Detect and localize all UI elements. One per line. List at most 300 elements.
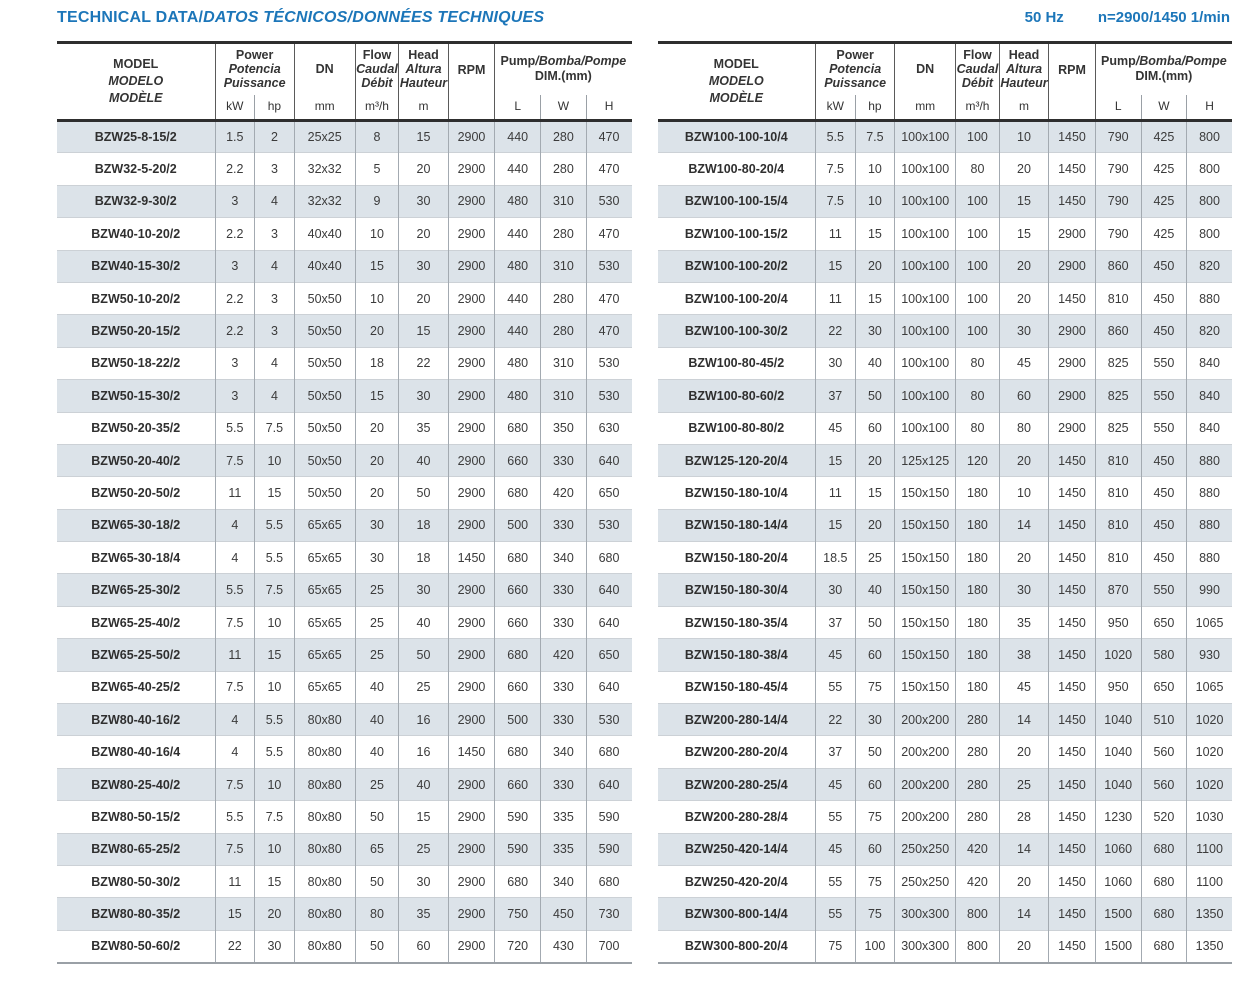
col-header-power [215, 43, 294, 95]
col-header-dn: DN [895, 43, 956, 95]
value-cell: 10 [355, 218, 399, 250]
value-cell: 3 [215, 347, 255, 379]
value-cell: 450 [541, 898, 586, 930]
value-cell: 790 [1095, 218, 1141, 250]
value-cell: 150x150 [895, 606, 956, 638]
value-cell: 100x100 [895, 315, 956, 347]
value-cell: 40 [355, 671, 399, 703]
value-cell: 22 [399, 347, 448, 379]
value-cell: 30 [999, 315, 1048, 347]
value-cell: 50 [399, 477, 448, 509]
unit-hp: hp [855, 95, 895, 121]
value-cell: 80 [956, 153, 1000, 185]
value-cell: 32x32 [294, 185, 355, 217]
model-cell: BZW40-10-20/2 [57, 218, 215, 250]
model-cell: BZW50-20-40/2 [57, 444, 215, 476]
value-cell: 100x100 [895, 412, 956, 444]
value-cell: 120 [956, 444, 1000, 476]
value-cell: 825 [1095, 347, 1141, 379]
model-cell: BZW300-800-20/4 [658, 930, 816, 962]
value-cell: 2.2 [215, 218, 255, 250]
value-cell: 2900 [448, 121, 495, 153]
model-cell: BZW65-30-18/2 [57, 509, 215, 541]
value-cell: 25 [355, 639, 399, 671]
value-cell: 2900 [1049, 412, 1096, 444]
value-cell: 2900 [448, 574, 495, 606]
value-cell: 480 [495, 250, 541, 282]
value-cell: 530 [586, 509, 631, 541]
value-cell: 20 [999, 282, 1048, 314]
value-cell: 20 [999, 444, 1048, 476]
value-cell: 470 [586, 153, 631, 185]
value-cell: 200x200 [895, 736, 956, 768]
model-cell: BZW100-80-60/2 [658, 380, 816, 412]
value-cell: 310 [541, 185, 586, 217]
value-cell: 480 [495, 380, 541, 412]
value-cell: 280 [956, 801, 1000, 833]
value-cell: 1450 [1049, 574, 1096, 606]
value-cell: 3 [255, 153, 295, 185]
model-cell: BZW100-100-15/4 [658, 185, 816, 217]
value-cell: 10 [255, 606, 295, 638]
value-cell: 550 [1141, 412, 1186, 444]
value-cell: 2900 [448, 412, 495, 444]
value-cell: 730 [586, 898, 631, 930]
value-cell: 15 [999, 218, 1048, 250]
value-cell: 3 [255, 315, 295, 347]
value-cell: 440 [495, 282, 541, 314]
value-cell: 1450 [1049, 153, 1096, 185]
value-cell: 800 [1187, 185, 1232, 217]
table-row [57, 509, 632, 541]
power-label-en: Power [836, 48, 874, 63]
col-header-rpm: RPM [448, 43, 495, 121]
value-cell: 1060 [1095, 865, 1141, 897]
value-cell: 10 [999, 477, 1048, 509]
table-row [658, 704, 1233, 736]
value-cell: 1450 [1049, 930, 1096, 962]
value-cell: 150x150 [895, 671, 956, 703]
table-row [658, 639, 1233, 671]
value-cell: 840 [1187, 347, 1232, 379]
value-cell: 15 [399, 121, 448, 153]
value-cell: 10 [355, 282, 399, 314]
value-cell: 50x50 [294, 444, 355, 476]
value-cell: 38 [999, 639, 1048, 671]
value-cell: 75 [816, 930, 856, 962]
value-cell: 3 [255, 218, 295, 250]
table-row [57, 412, 632, 444]
col-header-dn: DN [294, 43, 355, 95]
table-row [57, 639, 632, 671]
value-cell: 45 [816, 833, 856, 865]
value-cell: 40x40 [294, 250, 355, 282]
value-cell: 335 [541, 833, 586, 865]
dim-label-es-fr: /Bomba/Pompe [1135, 53, 1227, 68]
value-cell: 810 [1095, 444, 1141, 476]
value-cell: 1.5 [215, 121, 255, 153]
value-cell: 180 [956, 477, 1000, 509]
value-cell: 150x150 [895, 574, 956, 606]
table-row [658, 121, 1233, 153]
value-cell: 80x80 [294, 898, 355, 930]
title-bar [0, 9, 1254, 39]
model-label-fr: MODÈLE [709, 90, 763, 105]
value-cell: 65x65 [294, 639, 355, 671]
value-cell: 2.2 [215, 315, 255, 347]
value-cell: 5.5 [255, 509, 295, 541]
value-cell: 15 [855, 218, 895, 250]
table-row [57, 574, 632, 606]
value-cell: 2900 [448, 477, 495, 509]
unit-head: m [399, 95, 448, 121]
col-header-power [816, 43, 895, 95]
value-cell: 5.5 [255, 542, 295, 574]
value-cell: 330 [541, 704, 586, 736]
value-cell: 1450 [1049, 671, 1096, 703]
model-cell: BZW125-120-20/4 [658, 444, 816, 476]
value-cell: 2900 [1049, 315, 1096, 347]
value-cell: 30 [399, 574, 448, 606]
unit-mm: mm [294, 95, 355, 121]
value-cell: 1040 [1095, 704, 1141, 736]
head-label-en: Head [1008, 48, 1040, 63]
table-row [57, 347, 632, 379]
value-cell: 25 [355, 768, 399, 800]
value-cell: 20 [999, 865, 1048, 897]
value-cell: 45 [816, 639, 856, 671]
value-cell: 40 [399, 444, 448, 476]
value-cell: 680 [495, 736, 541, 768]
value-cell: 510 [1141, 704, 1186, 736]
table-row [658, 574, 1233, 606]
value-cell: 800 [956, 930, 1000, 962]
value-cell: 450 [1141, 315, 1186, 347]
model-label-es: MODELO [108, 74, 164, 89]
value-cell: 80x80 [294, 801, 355, 833]
col-header-head [999, 43, 1048, 95]
value-cell: 25 [355, 606, 399, 638]
value-cell: 450 [1141, 444, 1186, 476]
value-cell: 14 [999, 833, 1048, 865]
value-cell: 860 [1095, 315, 1141, 347]
value-cell: 55 [816, 898, 856, 930]
model-cell: BZW300-800-14/4 [658, 898, 816, 930]
value-cell: 22 [215, 930, 255, 962]
model-cell: BZW200-280-25/4 [658, 768, 816, 800]
value-cell: 28 [999, 801, 1048, 833]
value-cell: 1450 [1049, 865, 1096, 897]
page-title-italic: DATOS TÉCNICOS/DONNÉES TECHNIQUES [203, 9, 545, 26]
unit-head: m [999, 95, 1048, 121]
value-cell: 10 [255, 768, 295, 800]
value-cell: 60 [999, 380, 1048, 412]
value-cell: 50x50 [294, 412, 355, 444]
value-cell: 1450 [1049, 833, 1096, 865]
value-cell: 1020 [1095, 639, 1141, 671]
value-cell: 720 [495, 930, 541, 962]
value-cell: 1450 [1049, 185, 1096, 217]
model-cell: BZW80-80-35/2 [57, 898, 215, 930]
value-cell: 14 [999, 704, 1048, 736]
value-cell: 840 [1187, 380, 1232, 412]
value-cell: 330 [541, 768, 586, 800]
value-cell: 640 [586, 768, 631, 800]
value-cell: 1350 [1187, 898, 1232, 930]
value-cell: 1450 [1049, 606, 1096, 638]
value-cell: 2900 [1049, 250, 1096, 282]
value-cell: 150x150 [895, 542, 956, 574]
value-cell: 60 [399, 930, 448, 962]
value-cell: 30 [355, 542, 399, 574]
value-cell: 100 [956, 282, 1000, 314]
table-row [658, 153, 1233, 185]
value-cell: 100 [855, 930, 895, 962]
value-cell: 150x150 [895, 509, 956, 541]
table-row [658, 509, 1233, 541]
value-cell: 825 [1095, 412, 1141, 444]
value-cell: 7.5 [855, 121, 895, 153]
value-cell: 2 [255, 121, 295, 153]
value-cell: 1020 [1187, 768, 1232, 800]
value-cell: 500 [495, 704, 541, 736]
value-cell: 790 [1095, 185, 1141, 217]
value-cell: 880 [1187, 542, 1232, 574]
model-cell: BZW50-20-15/2 [57, 315, 215, 347]
table-row [658, 930, 1233, 962]
value-cell: 20 [999, 250, 1048, 282]
value-cell: 14 [999, 509, 1048, 541]
table-row [658, 282, 1233, 314]
table-row [57, 185, 632, 217]
value-cell: 480 [495, 347, 541, 379]
value-cell: 50 [355, 801, 399, 833]
value-cell: 4 [215, 704, 255, 736]
value-cell: 2900 [448, 153, 495, 185]
unit-mm: mm [895, 95, 956, 121]
table-row [57, 153, 632, 185]
value-cell: 1450 [1049, 768, 1096, 800]
value-cell: 40 [399, 606, 448, 638]
model-cell: BZW200-280-14/4 [658, 704, 816, 736]
value-cell: 950 [1095, 606, 1141, 638]
value-cell: 25 [855, 542, 895, 574]
value-cell: 25 [399, 833, 448, 865]
value-cell: 560 [1141, 736, 1186, 768]
value-cell: 65x65 [294, 574, 355, 606]
value-cell: 470 [586, 282, 631, 314]
value-cell: 45 [999, 671, 1048, 703]
model-label-es: MODELO [708, 74, 764, 89]
col-header-dim [495, 43, 632, 95]
model-cell: BZW80-50-60/2 [57, 930, 215, 962]
value-cell: 2900 [448, 444, 495, 476]
model-cell: BZW80-40-16/2 [57, 704, 215, 736]
dim-unit-label: DIM.(mm) [534, 69, 592, 84]
value-cell: 25 [399, 671, 448, 703]
value-cell: 20 [999, 736, 1048, 768]
value-cell: 75 [855, 898, 895, 930]
value-cell: 18 [399, 509, 448, 541]
value-cell: 330 [541, 671, 586, 703]
model-cell: BZW150-180-14/4 [658, 509, 816, 541]
flow-label-en: Flow [362, 48, 392, 63]
value-cell: 680 [495, 477, 541, 509]
model-cell: BZW80-50-15/2 [57, 801, 215, 833]
value-cell: 820 [1187, 315, 1232, 347]
value-cell: 7.5 [215, 671, 255, 703]
value-cell: 480 [495, 185, 541, 217]
col-header-rpm: RPM [1049, 43, 1096, 121]
value-cell: 310 [541, 250, 586, 282]
value-cell: 425 [1141, 153, 1186, 185]
value-cell: 1100 [1187, 833, 1232, 865]
value-cell: 80x80 [294, 736, 355, 768]
value-cell: 425 [1141, 218, 1186, 250]
model-cell: BZW65-25-30/2 [57, 574, 215, 606]
value-cell: 80 [956, 347, 1000, 379]
value-cell: 1450 [1049, 639, 1096, 671]
value-cell: 450 [1141, 477, 1186, 509]
value-cell: 2900 [448, 606, 495, 638]
value-cell: 250x250 [895, 833, 956, 865]
value-cell: 1450 [1049, 121, 1096, 153]
value-cell: 300x300 [895, 898, 956, 930]
value-cell: 660 [495, 574, 541, 606]
value-cell: 40 [355, 736, 399, 768]
value-cell: 20 [999, 930, 1048, 962]
value-cell: 1450 [448, 542, 495, 574]
value-cell: 750 [495, 898, 541, 930]
value-cell: 280 [541, 282, 586, 314]
value-cell: 15 [355, 250, 399, 282]
col-header-model [658, 43, 816, 121]
value-cell: 1065 [1187, 606, 1232, 638]
value-cell: 180 [956, 542, 1000, 574]
value-cell: 15 [816, 509, 856, 541]
value-cell: 32x32 [294, 153, 355, 185]
value-cell: 310 [541, 347, 586, 379]
power-label-es: Potencia [829, 62, 882, 77]
value-cell: 530 [586, 704, 631, 736]
right-table-body [658, 121, 1233, 963]
value-cell: 40 [855, 574, 895, 606]
table-row [658, 250, 1233, 282]
value-cell: 75 [855, 865, 895, 897]
value-cell: 530 [586, 185, 631, 217]
value-cell: 1450 [1049, 282, 1096, 314]
value-cell: 100 [956, 250, 1000, 282]
value-cell: 1450 [1049, 898, 1096, 930]
value-cell: 2900 [448, 801, 495, 833]
value-cell: 990 [1187, 574, 1232, 606]
value-cell: 2900 [448, 218, 495, 250]
value-cell: 60 [855, 768, 895, 800]
value-cell: 50 [399, 639, 448, 671]
value-cell: 1450 [1049, 477, 1096, 509]
value-cell: 55 [816, 671, 856, 703]
table-row [57, 121, 632, 153]
table-row [658, 218, 1233, 250]
value-cell: 1230 [1095, 801, 1141, 833]
value-cell: 330 [541, 606, 586, 638]
value-cell: 1040 [1095, 736, 1141, 768]
value-cell: 930 [1187, 639, 1232, 671]
table-row [658, 315, 1233, 347]
model-cell: BZW65-25-50/2 [57, 639, 215, 671]
value-cell: 14 [999, 898, 1048, 930]
value-cell: 11 [816, 218, 856, 250]
value-cell: 440 [495, 218, 541, 250]
model-cell: BZW80-50-30/2 [57, 865, 215, 897]
value-cell: 50 [855, 380, 895, 412]
value-cell: 800 [956, 898, 1000, 930]
value-cell: 7.5 [215, 444, 255, 476]
value-cell: 100x100 [895, 347, 956, 379]
model-cell: BZW50-10-20/2 [57, 282, 215, 314]
value-cell: 450 [1141, 282, 1186, 314]
left-technical-table [57, 41, 632, 964]
value-cell: 150x150 [895, 477, 956, 509]
value-cell: 50x50 [294, 282, 355, 314]
value-cell: 18.5 [816, 542, 856, 574]
value-cell: 100x100 [895, 282, 956, 314]
value-cell: 15 [255, 865, 295, 897]
model-cell: BZW50-18-22/2 [57, 347, 215, 379]
model-cell: BZW100-80-45/2 [658, 347, 816, 379]
speed-label: n=2900/1450 1/min [1097, 9, 1230, 26]
value-cell: 590 [586, 801, 631, 833]
value-cell: 880 [1187, 282, 1232, 314]
value-cell: 590 [495, 801, 541, 833]
table-row [658, 477, 1233, 509]
value-cell: 310 [541, 380, 586, 412]
value-cell: 20 [399, 282, 448, 314]
value-cell: 30 [399, 250, 448, 282]
value-cell: 30 [855, 704, 895, 736]
value-cell: 65x65 [294, 542, 355, 574]
value-cell: 4 [215, 509, 255, 541]
value-cell: 2900 [448, 315, 495, 347]
left-table-body [57, 121, 632, 963]
dim-unit-label: DIM.(mm) [1135, 69, 1193, 84]
dim-label-en: Pump [1101, 53, 1136, 68]
value-cell: 7.5 [255, 801, 295, 833]
model-cell: BZW25-8-15/2 [57, 121, 215, 153]
value-cell: 65 [355, 833, 399, 865]
model-cell: BZW50-15-30/2 [57, 380, 215, 412]
value-cell: 180 [956, 509, 1000, 541]
value-cell: 2900 [448, 639, 495, 671]
value-cell: 11 [215, 477, 255, 509]
value-cell: 45 [816, 768, 856, 800]
value-cell: 4 [255, 185, 295, 217]
value-cell: 20 [355, 444, 399, 476]
value-cell: 4 [255, 380, 295, 412]
value-cell: 100 [956, 185, 1000, 217]
value-cell: 340 [541, 542, 586, 574]
value-cell: 2900 [448, 768, 495, 800]
right-technical-table [658, 41, 1233, 964]
value-cell: 280 [541, 218, 586, 250]
value-cell: 180 [956, 606, 1000, 638]
table-row [57, 801, 632, 833]
table-row [658, 865, 1233, 897]
model-cell: BZW65-25-40/2 [57, 606, 215, 638]
dim-label-en: Pump [500, 53, 536, 68]
value-cell: 335 [541, 801, 586, 833]
value-cell: 340 [541, 865, 586, 897]
